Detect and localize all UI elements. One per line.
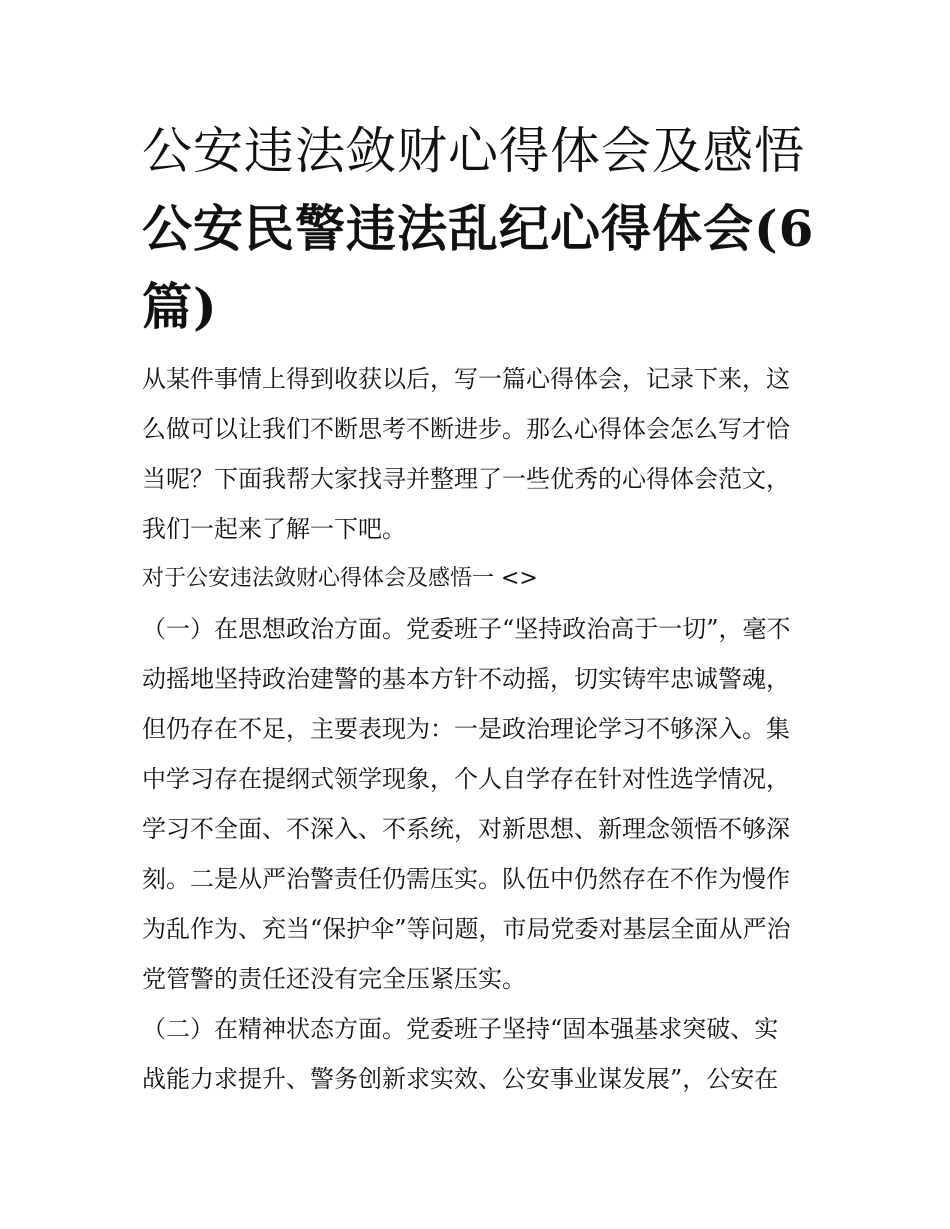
document-page <box>142 112 814 1104</box>
document-title <box>142 112 814 346</box>
section-heading: 对于公安违法敛财心得体会及感悟一 <> <box>142 566 538 591</box>
paragraph-line: 刻。二是从严治警责任仍需压实。队伍中仍然存在不作为慢作 <box>142 865 790 893</box>
paragraph-line: （二）在精神状态方面。党委班子坚持“固本强基求突破、实 <box>142 1015 779 1043</box>
title-line-3: 篇) <box>142 277 218 336</box>
paragraph-line: （一）在思想政治方面。党委班子“坚持政治高于一切”，毫不 <box>142 615 791 643</box>
intro-paragraph <box>142 354 814 554</box>
paragraph-line: 但仍存在不足，主要表现为：一是政治理论学习不够深入。集 <box>142 715 790 743</box>
title-line-2: 公安民警违法乱纪心得体会(6 <box>142 199 815 258</box>
paragraph-2 <box>142 1004 814 1104</box>
intro-line: 我们一起来了解一下吧。 <box>142 515 406 543</box>
intro-line: 从某件事情上得到收获以后，写一篇心得体会，记录下来，这 <box>142 365 790 393</box>
paragraph-line: 战能力求提升、警务创新求实效、公安事业谋发展”，公安在 <box>142 1065 779 1093</box>
paragraph-line: 动摇地坚持政治建警的基本方针不动摇，切实铸牢忠诚警魂， <box>142 665 790 693</box>
title-line-1: 公安违法敛财心得体会及感悟 <box>142 122 805 180</box>
paragraph-line: 为乱作为、充当“保护伞”等问题，市局党委对基层全面从严治 <box>142 915 791 943</box>
intro-line: 么做可以让我们不断思考不断进步。那么心得体会怎么写才恰 <box>142 415 790 443</box>
paragraph-line: 党管警的责任还没有完全压紧压实。 <box>142 965 526 993</box>
paragraph-line: 学习不全面、不深入、不系统，对新思想、新理念领悟不够深 <box>142 815 790 843</box>
paragraph-1 <box>142 604 814 1004</box>
intro-line: 当呢？下面我帮大家找寻并整理了一些优秀的心得体会范文， <box>142 465 790 493</box>
paragraph-line: 中学习存在提纲式领学现象，个人自学存在针对性选学情况， <box>142 765 790 793</box>
